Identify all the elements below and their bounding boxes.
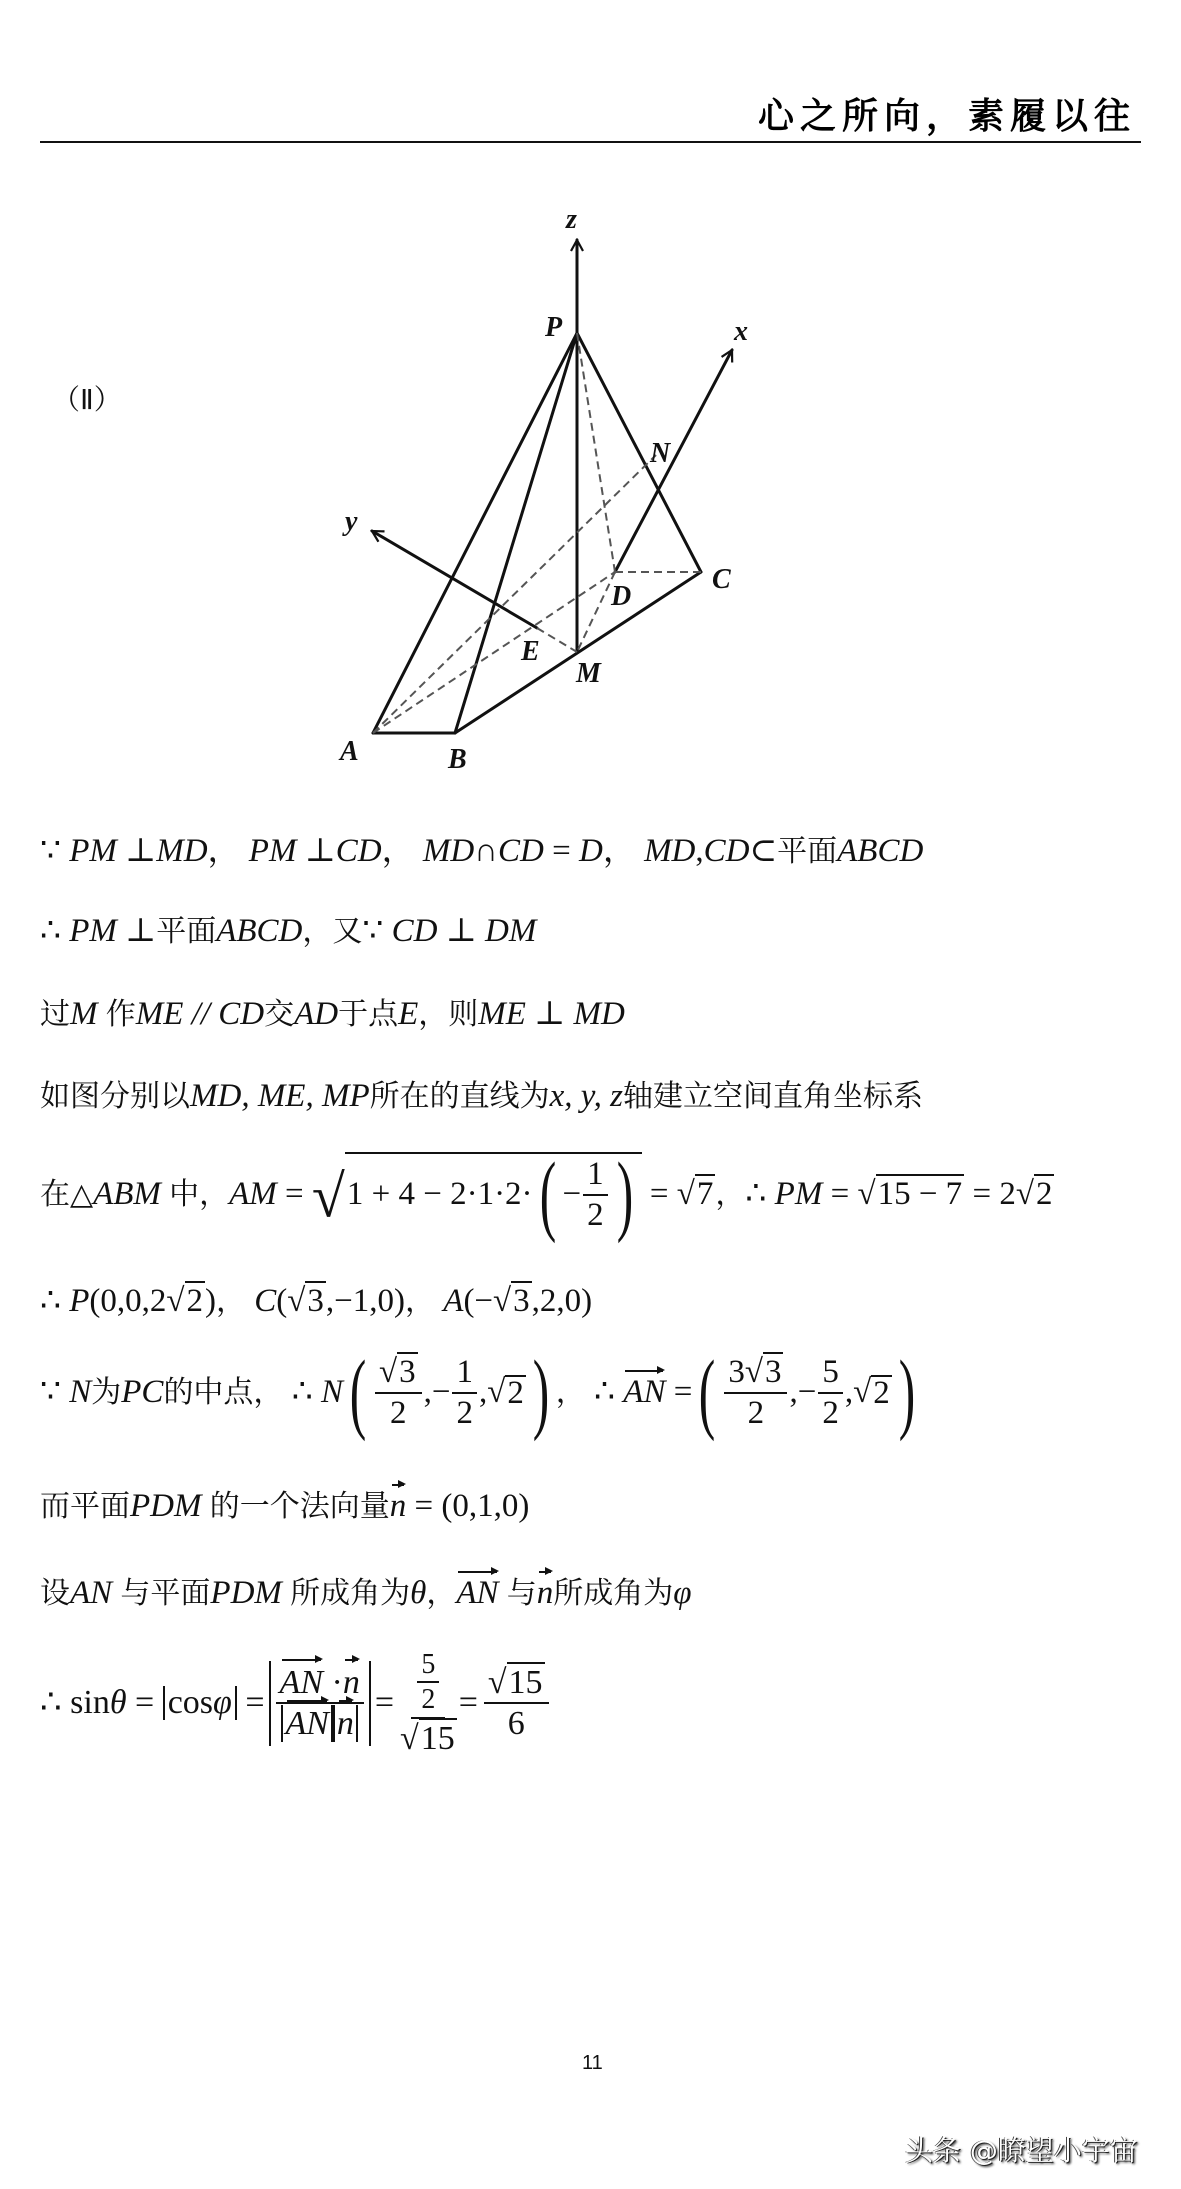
label-y: y	[345, 506, 358, 537]
label-C: C	[712, 564, 731, 595]
sqrt-expression: √ 1 + 4 − 2·1·2· ( − $\frac{1}{2}$ )	[312, 1152, 642, 1235]
proof-line-9: 设AN 与平面PDM 所成角为θ，AN 与n所成角为φ	[40, 1575, 692, 1611]
proof-line-7: ∵ N 为 PC 的中点， ∴ N ( $\frac{√3}{2}$ ,− $\frac{1}{2}$ ,√ 2 ) ， ∴ AN = ( $\frac{3√3}{2}$ ,− $\frac{5}{2}$ ,√ 2 )	[40, 1343, 915, 1442]
label-x: x	[734, 316, 748, 347]
label-M: M	[576, 658, 601, 689]
proof-line-4: 如图分别以MD, ME, MP所在的直线为x, y, z轴建立空间直角坐标系	[40, 1078, 923, 1114]
label-E: E	[521, 636, 540, 667]
watermark: 头条 @瞭望小宇宙	[905, 2134, 1138, 2167]
label-P: P	[545, 312, 563, 343]
proof-line-10: ∴ sin θ = cosφ = $\frac{AN \cdot n}{\text{AN n}}$ = $\frac{\frac{5}{2}}{√15}$ = $\frac{√15}{6}$	[40, 1650, 551, 1756]
proof-line-1: ∵ PM ⊥MD， PM ⊥CD， MD∩CD = D， MD,CD⊂平面ABCD	[40, 833, 924, 869]
proof-line-2: ∴ PM ⊥平面ABCD，又∵ CD ⊥ DM	[40, 913, 537, 949]
pyramid-coordinate-figure	[0, 0, 1181, 800]
proof-line-8: 而平面PDM 的一个法向量n = (0,1,0)	[40, 1488, 530, 1524]
label-B: B	[448, 744, 467, 775]
proof-line-5: 在△ABM 中，AM = √ 1 + 4 − 2·1·2· ( − $\frac{1}{2}$ ) = √7，∴ PM = √15 − 7 = 2√2	[40, 1145, 1053, 1244]
label-z: z	[566, 204, 577, 235]
label-N: N	[650, 438, 671, 469]
proof-line-6: ∴ P(0,0,2√2)， C(√3,−1,0)， A(−√3,2,0)	[40, 1283, 593, 1319]
part-label: （Ⅱ）	[52, 383, 122, 416]
header-motto: 心之所向，素履以往	[757, 95, 1136, 137]
x-axis	[615, 350, 732, 572]
page-number: 11	[582, 2052, 603, 2074]
label-A: A	[340, 736, 359, 767]
label-D: D	[611, 581, 632, 612]
proof-line-3: 过M 作ME // CD交AD于点E，则ME ⊥ MD	[40, 996, 625, 1032]
